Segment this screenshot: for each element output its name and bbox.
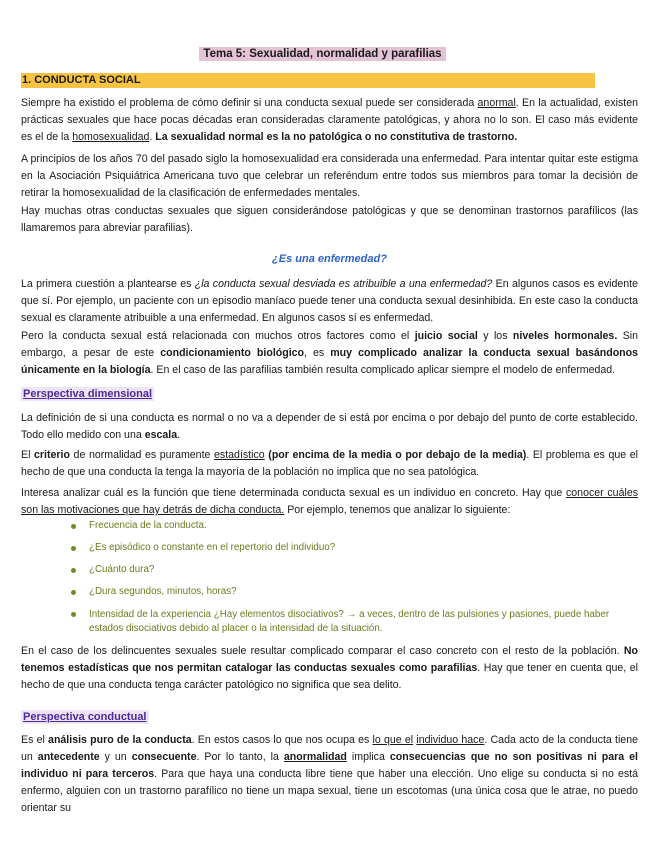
paragraph-7: El criterio de normalidad es puramente estadístico (por encima de la media o por debajo de la media). El problema es que el hecho de que una conducta la tenga la mayoría de la población no implica que no sea patológica. [21, 449, 638, 478]
list-item: ¿Es episódico o constante en el repertorio del individuo? [71, 542, 638, 564]
enfermedad-heading: ¿Es una enfermedad? [272, 253, 387, 265]
bullet-dot-icon [71, 612, 76, 617]
paragraph-10: Es el análisis puro de la conducta. En estos casos lo que nos ocupa es lo que el individuo hace. Cada acto de la conducta tiene un antecedente y un consecuente. Por lo tanto, la anormalidad implica consecuencias que no son positivas ni para el individuo ni para terceros. Para que haya una conducta libre tiene que haber una elección. Uno elige su conducta si no está enfermo, alguien con un trastorno parafílico no tiene un mapa sexual, tiene un escotomas (una única cosa que le atrae, no puedo orientar su [21, 734, 638, 814]
title-wrap [21, 44, 638, 62]
paragraph-4: La primera cuestión a plantearse es ¿la conducta sexual desviada es atribuible a una enfermedad? En algunos casos es evidente que sí. Por ejemplo, un paciente con un episodio maníaco puede tener una conducta sexual desinhibida. En este caso la conducta sexual es claramente atribuible a una enfermedad. En algunos casos sí es enfermedad. [21, 278, 638, 324]
list-item: Intensidad de la experiencia ¿Hay elementos disociativos? → a veces, dentro de las pulsiones y pasiones, puede haber estados disociativos debido al placer o la intensidad de la situación. [71, 608, 638, 636]
paragraph-8: Interesa analizar cuál es la función que tiene determinada conducta sexual es un individuo en concreto. Hay que conocer cuáles son las motivaciones que hay detrás de dicha conducta. Por ejemplo, tenemos que analizar lo siguiente: [21, 487, 639, 516]
list-item: ¿Cuánto dura? [71, 564, 638, 586]
list-item: ¿Dura segundos, minutos, horas? [71, 586, 638, 608]
document-title: Tema 5: Sexualidad, normalidad y parafilias [199, 47, 445, 61]
list-item: Frecuencia de la conducta. [71, 520, 638, 542]
bullet-dot-icon [71, 524, 76, 529]
paragraph-3: Hay muchas otras conductas sexuales que siguen considerándose patológicas y que se denominan trastornos parafílicos (las llamaremos para abreviar parafilias). [21, 205, 638, 234]
bullet-dot-icon [71, 590, 76, 595]
section-heading: 1. CONDUCTA SOCIAL [21, 73, 595, 88]
bullet-dot-icon [71, 568, 76, 573]
paragraph-5: Pero la conducta sexual está relacionada con muchos otros factores como el juicio social y los niveles hormonales. Sin embargo, a pesar de este condicionamiento biológico, es muy complicado analizar la conducta sexual basándonos únicamente en la biología. En el caso de las parafilias también resulta complicado aplicar siempre el modelo de enfermedad. [21, 330, 639, 376]
paragraph-2: A principios de los años 70 del pasado siglo la homosexualidad era considerada una enfermedad. Para intentar quitar este estigma en la Asociación Psiquiátrica Americana tuvo que celebrar un referéndum entre todos sus miembros para tomar la decisión de retirar la homosexualidad de la clasificación de enfermedades mentales. [21, 153, 638, 199]
paragraph-9: En el caso de los delincuentes sexuales suele resultar complicado comparar el caso concreto con el resto de la población. No tenemos estadísticas que nos permitan catalogar las conductas sexuales como parafilias. Hay que tener en cuenta que, el hecho de que una conducta tenga carácter patológico no significa que sea delito. [21, 645, 638, 691]
subheading-conductual: Perspectiva conductual [23, 711, 147, 723]
bullet-dot-icon [71, 546, 76, 551]
paragraph-6: La definición de si una conducta es normal o no va a depender de si está por encima o por debajo del punto de corte establecido. Todo ello medido con una escala. [21, 412, 638, 441]
analysis-list [71, 520, 638, 636]
paragraph-1: Siempre ha existido el problema de cómo definir si una conducta sexual puede ser considerada anormal. En la actualidad, existen prácticas sexuales que hace pocas décadas eran consideradas claramente patológicas, y ahora no lo son. El caso más evidente es el de la homosexualidad. La sexualidad normal es la no patológica o no constitutiva de trastorno. [21, 97, 638, 143]
subheading-dimensional: Perspectiva dimensional [23, 388, 152, 400]
